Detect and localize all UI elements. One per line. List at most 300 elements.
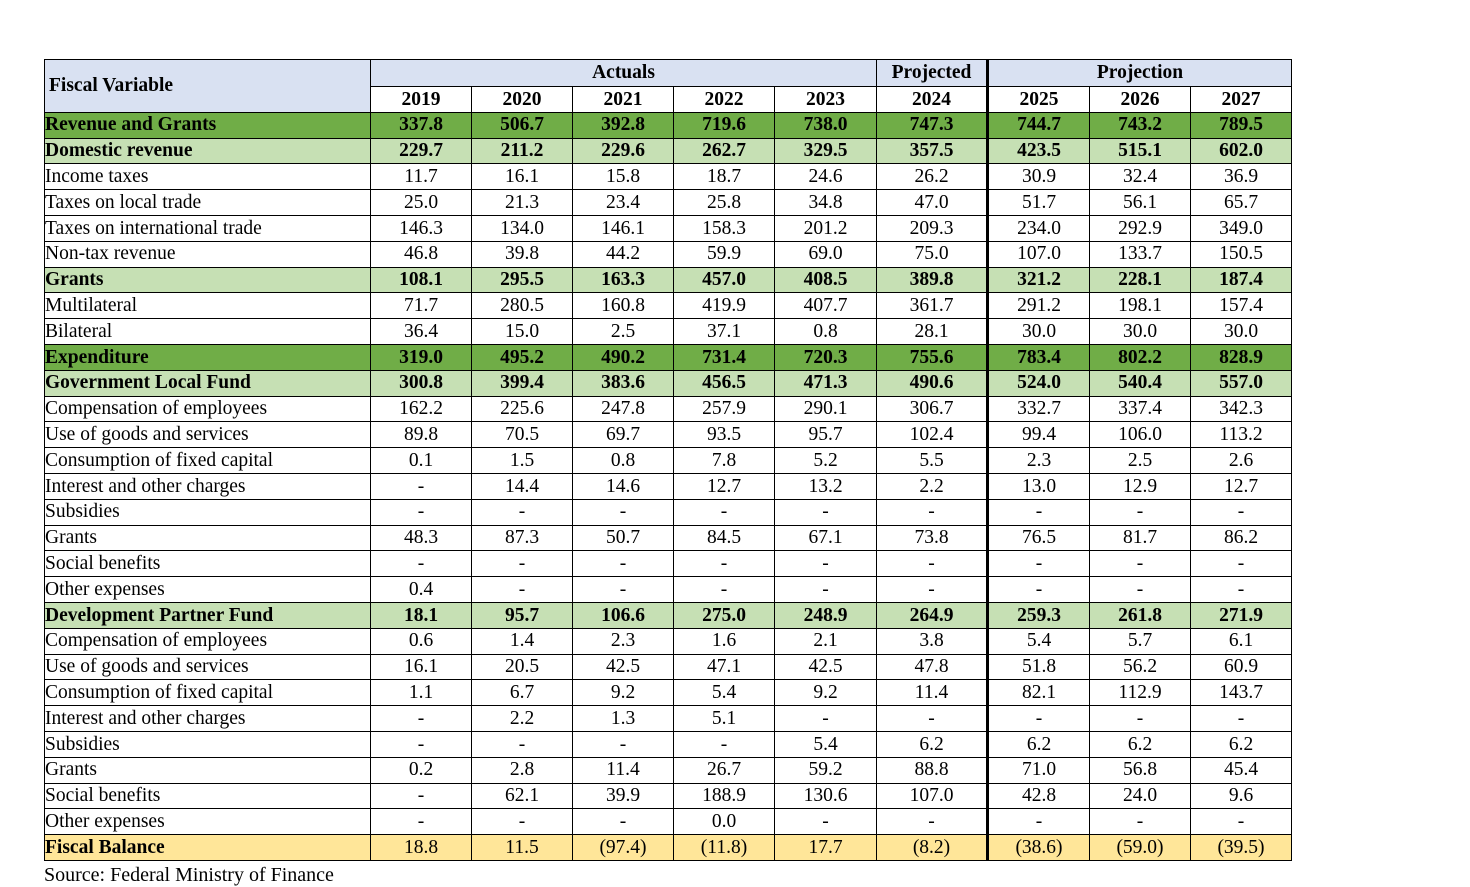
value-cell: -: [775, 551, 877, 577]
row-label: Interest and other charges: [45, 473, 371, 499]
value-cell: 30.9: [988, 164, 1090, 190]
value-cell: -: [877, 499, 988, 525]
value-cell: 321.2: [988, 267, 1090, 293]
value-cell: 1.5: [472, 448, 573, 474]
column-header-year: 2023: [775, 87, 877, 113]
value-cell: 731.4: [674, 344, 775, 370]
value-cell: 408.5: [775, 267, 877, 293]
table-row: [45, 499, 1292, 525]
value-cell: -: [371, 473, 472, 499]
value-cell: 1.6: [674, 628, 775, 654]
row-label: Development Partner Fund: [45, 602, 371, 628]
value-cell: 229.7: [371, 138, 472, 164]
value-cell: 99.4: [988, 422, 1090, 448]
value-cell: -: [775, 577, 877, 603]
value-cell: 557.0: [1191, 370, 1292, 396]
value-cell: 32.4: [1090, 164, 1191, 190]
value-cell: 0.8: [775, 319, 877, 345]
value-cell: 6.2: [1090, 731, 1191, 757]
column-group-actuals: Actuals: [371, 60, 877, 87]
value-cell: 198.1: [1090, 293, 1191, 319]
value-cell: 89.8: [371, 422, 472, 448]
value-cell: 34.8: [775, 190, 877, 216]
value-cell: 342.3: [1191, 396, 1292, 422]
value-cell: 107.0: [988, 241, 1090, 267]
value-cell: 15.8: [573, 164, 674, 190]
value-cell: 295.5: [472, 267, 573, 293]
value-cell: 14.6: [573, 473, 674, 499]
table-row: [45, 551, 1292, 577]
table-row: [45, 396, 1292, 422]
value-cell: 16.1: [371, 654, 472, 680]
value-cell: 18.7: [674, 164, 775, 190]
value-cell: 20.5: [472, 654, 573, 680]
row-label: Interest and other charges: [45, 706, 371, 732]
value-cell: 802.2: [1090, 344, 1191, 370]
value-cell: 0.6: [371, 628, 472, 654]
value-cell: -: [371, 731, 472, 757]
table-row: [45, 422, 1292, 448]
value-cell: 30.0: [988, 319, 1090, 345]
header-group-row: [45, 60, 1292, 87]
value-cell: -: [988, 499, 1090, 525]
value-cell: -: [1191, 706, 1292, 732]
value-cell: 62.1: [472, 783, 573, 809]
value-cell: 112.9: [1090, 680, 1191, 706]
table-row: [45, 190, 1292, 216]
value-cell: 2.2: [472, 706, 573, 732]
value-cell: -: [674, 731, 775, 757]
value-cell: -: [1191, 499, 1292, 525]
value-cell: 37.1: [674, 319, 775, 345]
table-row: [45, 138, 1292, 164]
value-cell: 71.0: [988, 757, 1090, 783]
value-cell: 26.7: [674, 757, 775, 783]
table-row: [45, 757, 1292, 783]
value-cell: 0.2: [371, 757, 472, 783]
value-cell: 349.0: [1191, 215, 1292, 241]
value-cell: 5.2: [775, 448, 877, 474]
value-cell: 70.5: [472, 422, 573, 448]
value-cell: 506.7: [472, 112, 573, 138]
value-cell: 95.7: [775, 422, 877, 448]
value-cell: 6.2: [1191, 731, 1292, 757]
value-cell: 42.5: [775, 654, 877, 680]
table-row: [45, 241, 1292, 267]
column-group-projection: Projection: [988, 60, 1292, 87]
value-cell: 15.0: [472, 319, 573, 345]
value-cell: 130.6: [775, 783, 877, 809]
value-cell: 82.1: [988, 680, 1090, 706]
row-label: Bilateral: [45, 319, 371, 345]
row-label: Multilateral: [45, 293, 371, 319]
value-cell: 39.8: [472, 241, 573, 267]
table-row: [45, 680, 1292, 706]
table-row: [45, 835, 1292, 861]
column-header-year: 2019: [371, 87, 472, 113]
value-cell: 11.4: [877, 680, 988, 706]
value-cell: -: [371, 499, 472, 525]
value-cell: 56.2: [1090, 654, 1191, 680]
column-header-year: 2024: [877, 87, 988, 113]
value-cell: 738.0: [775, 112, 877, 138]
value-cell: 157.4: [1191, 293, 1292, 319]
value-cell: -: [573, 499, 674, 525]
value-cell: -: [1090, 809, 1191, 835]
value-cell: -: [573, 577, 674, 603]
value-cell: 47.0: [877, 190, 988, 216]
table-row: [45, 267, 1292, 293]
value-cell: 47.8: [877, 654, 988, 680]
value-cell: 59.9: [674, 241, 775, 267]
value-cell: 747.3: [877, 112, 988, 138]
value-cell: 11.7: [371, 164, 472, 190]
value-cell: 6.2: [877, 731, 988, 757]
table-row: [45, 215, 1292, 241]
value-cell: 6.1: [1191, 628, 1292, 654]
value-cell: 46.8: [371, 241, 472, 267]
row-label: Grants: [45, 525, 371, 551]
source-note: Source: Federal Ministry of Finance: [44, 864, 334, 886]
table-row: [45, 344, 1292, 370]
row-label: Income taxes: [45, 164, 371, 190]
row-label: Expenditure: [45, 344, 371, 370]
row-label: Taxes on local trade: [45, 190, 371, 216]
value-cell: 300.8: [371, 370, 472, 396]
value-cell: -: [988, 551, 1090, 577]
value-cell: -: [775, 809, 877, 835]
value-cell: 76.5: [988, 525, 1090, 551]
value-cell: 225.6: [472, 396, 573, 422]
value-cell: 743.2: [1090, 112, 1191, 138]
row-label: Social benefits: [45, 783, 371, 809]
value-cell: 389.8: [877, 267, 988, 293]
table-row: [45, 370, 1292, 396]
value-cell: 789.5: [1191, 112, 1292, 138]
table-row: [45, 602, 1292, 628]
row-label: Other expenses: [45, 577, 371, 603]
value-cell: 275.0: [674, 602, 775, 628]
value-cell: 271.9: [1191, 602, 1292, 628]
value-cell: 106.6: [573, 602, 674, 628]
value-cell: -: [1191, 577, 1292, 603]
value-cell: 490.6: [877, 370, 988, 396]
value-cell: 48.3: [371, 525, 472, 551]
value-cell: -: [988, 809, 1090, 835]
value-cell: 209.3: [877, 215, 988, 241]
value-cell: 456.5: [674, 370, 775, 396]
value-cell: 229.6: [573, 138, 674, 164]
value-cell: 337.4: [1090, 396, 1191, 422]
value-cell: -: [674, 499, 775, 525]
value-cell: -: [1090, 577, 1191, 603]
row-label: Subsidies: [45, 499, 371, 525]
value-cell: 16.1: [472, 164, 573, 190]
value-cell: 56.8: [1090, 757, 1191, 783]
column-header-fiscal-variable: Fiscal Variable: [45, 60, 371, 113]
value-cell: -: [472, 499, 573, 525]
value-cell: 211.2: [472, 138, 573, 164]
value-cell: 280.5: [472, 293, 573, 319]
value-cell: 134.0: [472, 215, 573, 241]
value-cell: 11.5: [472, 835, 573, 861]
value-cell: -: [573, 551, 674, 577]
row-label: Compensation of employees: [45, 396, 371, 422]
value-cell: 23.4: [573, 190, 674, 216]
value-cell: -: [674, 577, 775, 603]
table-row: [45, 731, 1292, 757]
value-cell: 30.0: [1090, 319, 1191, 345]
value-cell: 720.3: [775, 344, 877, 370]
value-cell: 392.8: [573, 112, 674, 138]
value-cell: 13.0: [988, 473, 1090, 499]
value-cell: (39.5): [1191, 835, 1292, 861]
value-cell: 7.8: [674, 448, 775, 474]
value-cell: 262.7: [674, 138, 775, 164]
value-cell: 81.7: [1090, 525, 1191, 551]
value-cell: 1.1: [371, 680, 472, 706]
table-row: [45, 448, 1292, 474]
value-cell: 337.8: [371, 112, 472, 138]
value-cell: 228.1: [1090, 267, 1191, 293]
value-cell: 188.9: [674, 783, 775, 809]
value-cell: 47.1: [674, 654, 775, 680]
row-label: Consumption of fixed capital: [45, 680, 371, 706]
value-cell: 9.6: [1191, 783, 1292, 809]
value-cell: 2.3: [573, 628, 674, 654]
value-cell: 264.9: [877, 602, 988, 628]
value-cell: 540.4: [1090, 370, 1191, 396]
value-cell: 150.5: [1191, 241, 1292, 267]
value-cell: 2.5: [1090, 448, 1191, 474]
value-cell: 5.4: [988, 628, 1090, 654]
table-row: [45, 706, 1292, 732]
value-cell: 6.7: [472, 680, 573, 706]
value-cell: 42.8: [988, 783, 1090, 809]
table-row: [45, 319, 1292, 345]
row-label: Social benefits: [45, 551, 371, 577]
value-cell: 0.8: [573, 448, 674, 474]
row-label: Compensation of employees: [45, 628, 371, 654]
value-cell: 490.2: [573, 344, 674, 370]
value-cell: (38.6): [988, 835, 1090, 861]
value-cell: 5.4: [775, 731, 877, 757]
table-row: [45, 293, 1292, 319]
value-cell: 407.7: [775, 293, 877, 319]
value-cell: 95.7: [472, 602, 573, 628]
value-cell: 11.4: [573, 757, 674, 783]
value-cell: 18.8: [371, 835, 472, 861]
column-header-year: 2027: [1191, 87, 1292, 113]
value-cell: 39.9: [573, 783, 674, 809]
value-cell: 87.3: [472, 525, 573, 551]
value-cell: 495.2: [472, 344, 573, 370]
value-cell: 201.2: [775, 215, 877, 241]
value-cell: 2.8: [472, 757, 573, 783]
value-cell: 259.3: [988, 602, 1090, 628]
value-cell: 25.0: [371, 190, 472, 216]
value-cell: 319.0: [371, 344, 472, 370]
value-cell: 383.6: [573, 370, 674, 396]
value-cell: 2.1: [775, 628, 877, 654]
value-cell: 56.1: [1090, 190, 1191, 216]
value-cell: -: [1090, 499, 1191, 525]
value-cell: -: [371, 706, 472, 732]
value-cell: -: [988, 706, 1090, 732]
value-cell: 60.9: [1191, 654, 1292, 680]
value-cell: 744.7: [988, 112, 1090, 138]
value-cell: -: [775, 499, 877, 525]
value-cell: 12.9: [1090, 473, 1191, 499]
value-cell: 113.2: [1191, 422, 1292, 448]
value-cell: 3.8: [877, 628, 988, 654]
table-row: [45, 164, 1292, 190]
table-row: [45, 473, 1292, 499]
value-cell: 45.4: [1191, 757, 1292, 783]
value-cell: 86.2: [1191, 525, 1292, 551]
value-cell: 158.3: [674, 215, 775, 241]
value-cell: 306.7: [877, 396, 988, 422]
value-cell: 50.7: [573, 525, 674, 551]
value-cell: 24.0: [1090, 783, 1191, 809]
value-cell: 107.0: [877, 783, 988, 809]
value-cell: 12.7: [1191, 473, 1292, 499]
value-cell: -: [472, 809, 573, 835]
value-cell: -: [1191, 551, 1292, 577]
value-cell: -: [877, 577, 988, 603]
row-label: Grants: [45, 757, 371, 783]
row-label: Other expenses: [45, 809, 371, 835]
value-cell: -: [988, 577, 1090, 603]
value-cell: -: [472, 731, 573, 757]
value-cell: 143.7: [1191, 680, 1292, 706]
value-cell: -: [1191, 809, 1292, 835]
column-header-year: 2022: [674, 87, 775, 113]
value-cell: 399.4: [472, 370, 573, 396]
value-cell: 828.9: [1191, 344, 1292, 370]
value-cell: 42.5: [573, 654, 674, 680]
value-cell: 93.5: [674, 422, 775, 448]
table-row: [45, 654, 1292, 680]
row-label: Taxes on international trade: [45, 215, 371, 241]
value-cell: -: [877, 809, 988, 835]
value-cell: (11.8): [674, 835, 775, 861]
row-label: Fiscal Balance: [45, 835, 371, 861]
value-cell: -: [371, 551, 472, 577]
value-cell: 26.2: [877, 164, 988, 190]
value-cell: -: [877, 706, 988, 732]
value-cell: 291.2: [988, 293, 1090, 319]
value-cell: 2.3: [988, 448, 1090, 474]
value-cell: -: [877, 551, 988, 577]
value-cell: 515.1: [1090, 138, 1191, 164]
value-cell: 2.5: [573, 319, 674, 345]
value-cell: 9.2: [573, 680, 674, 706]
value-cell: 0.1: [371, 448, 472, 474]
table-header: [45, 60, 1292, 113]
table-row: [45, 112, 1292, 138]
value-cell: 471.3: [775, 370, 877, 396]
value-cell: 21.3: [472, 190, 573, 216]
value-cell: -: [1090, 551, 1191, 577]
value-cell: 0.4: [371, 577, 472, 603]
value-cell: 73.8: [877, 525, 988, 551]
value-cell: 524.0: [988, 370, 1090, 396]
value-cell: 13.2: [775, 473, 877, 499]
value-cell: 17.7: [775, 835, 877, 861]
table-row: [45, 783, 1292, 809]
value-cell: 25.8: [674, 190, 775, 216]
value-cell: 234.0: [988, 215, 1090, 241]
row-label: Use of goods and services: [45, 422, 371, 448]
row-label: Subsidies: [45, 731, 371, 757]
value-cell: 361.7: [877, 293, 988, 319]
value-cell: -: [472, 577, 573, 603]
row-label: Grants: [45, 267, 371, 293]
value-cell: 2.2: [877, 473, 988, 499]
value-cell: 14.4: [472, 473, 573, 499]
value-cell: 69.7: [573, 422, 674, 448]
value-cell: 88.8: [877, 757, 988, 783]
value-cell: 108.1: [371, 267, 472, 293]
value-cell: 423.5: [988, 138, 1090, 164]
fiscal-table: [44, 59, 1292, 861]
value-cell: 2.6: [1191, 448, 1292, 474]
value-cell: 292.9: [1090, 215, 1191, 241]
column-group-projected: Projected: [877, 60, 988, 87]
value-cell: 69.0: [775, 241, 877, 267]
value-cell: 248.9: [775, 602, 877, 628]
column-header-year: 2025: [988, 87, 1090, 113]
value-cell: 290.1: [775, 396, 877, 422]
row-label: Government Local Fund: [45, 370, 371, 396]
value-cell: 9.2: [775, 680, 877, 706]
table-row: [45, 809, 1292, 835]
value-cell: 67.1: [775, 525, 877, 551]
value-cell: 51.7: [988, 190, 1090, 216]
value-cell: 36.9: [1191, 164, 1292, 190]
value-cell: 457.0: [674, 267, 775, 293]
value-cell: (97.4): [573, 835, 674, 861]
value-cell: 5.1: [674, 706, 775, 732]
value-cell: 332.7: [988, 396, 1090, 422]
value-cell: (8.2): [877, 835, 988, 861]
value-cell: 1.3: [573, 706, 674, 732]
value-cell: 783.4: [988, 344, 1090, 370]
value-cell: 65.7: [1191, 190, 1292, 216]
value-cell: 84.5: [674, 525, 775, 551]
value-cell: -: [371, 783, 472, 809]
value-cell: 71.7: [371, 293, 472, 319]
row-label: Consumption of fixed capital: [45, 448, 371, 474]
value-cell: 755.6: [877, 344, 988, 370]
value-cell: 160.8: [573, 293, 674, 319]
value-cell: -: [775, 706, 877, 732]
value-cell: 59.2: [775, 757, 877, 783]
value-cell: 44.2: [573, 241, 674, 267]
table-row: [45, 577, 1292, 603]
value-cell: 102.4: [877, 422, 988, 448]
value-cell: -: [674, 551, 775, 577]
value-cell: 5.4: [674, 680, 775, 706]
value-cell: 36.4: [371, 319, 472, 345]
value-cell: 419.9: [674, 293, 775, 319]
row-label: Use of goods and services: [45, 654, 371, 680]
value-cell: 24.6: [775, 164, 877, 190]
value-cell: 187.4: [1191, 267, 1292, 293]
value-cell: 146.3: [371, 215, 472, 241]
value-cell: 5.7: [1090, 628, 1191, 654]
